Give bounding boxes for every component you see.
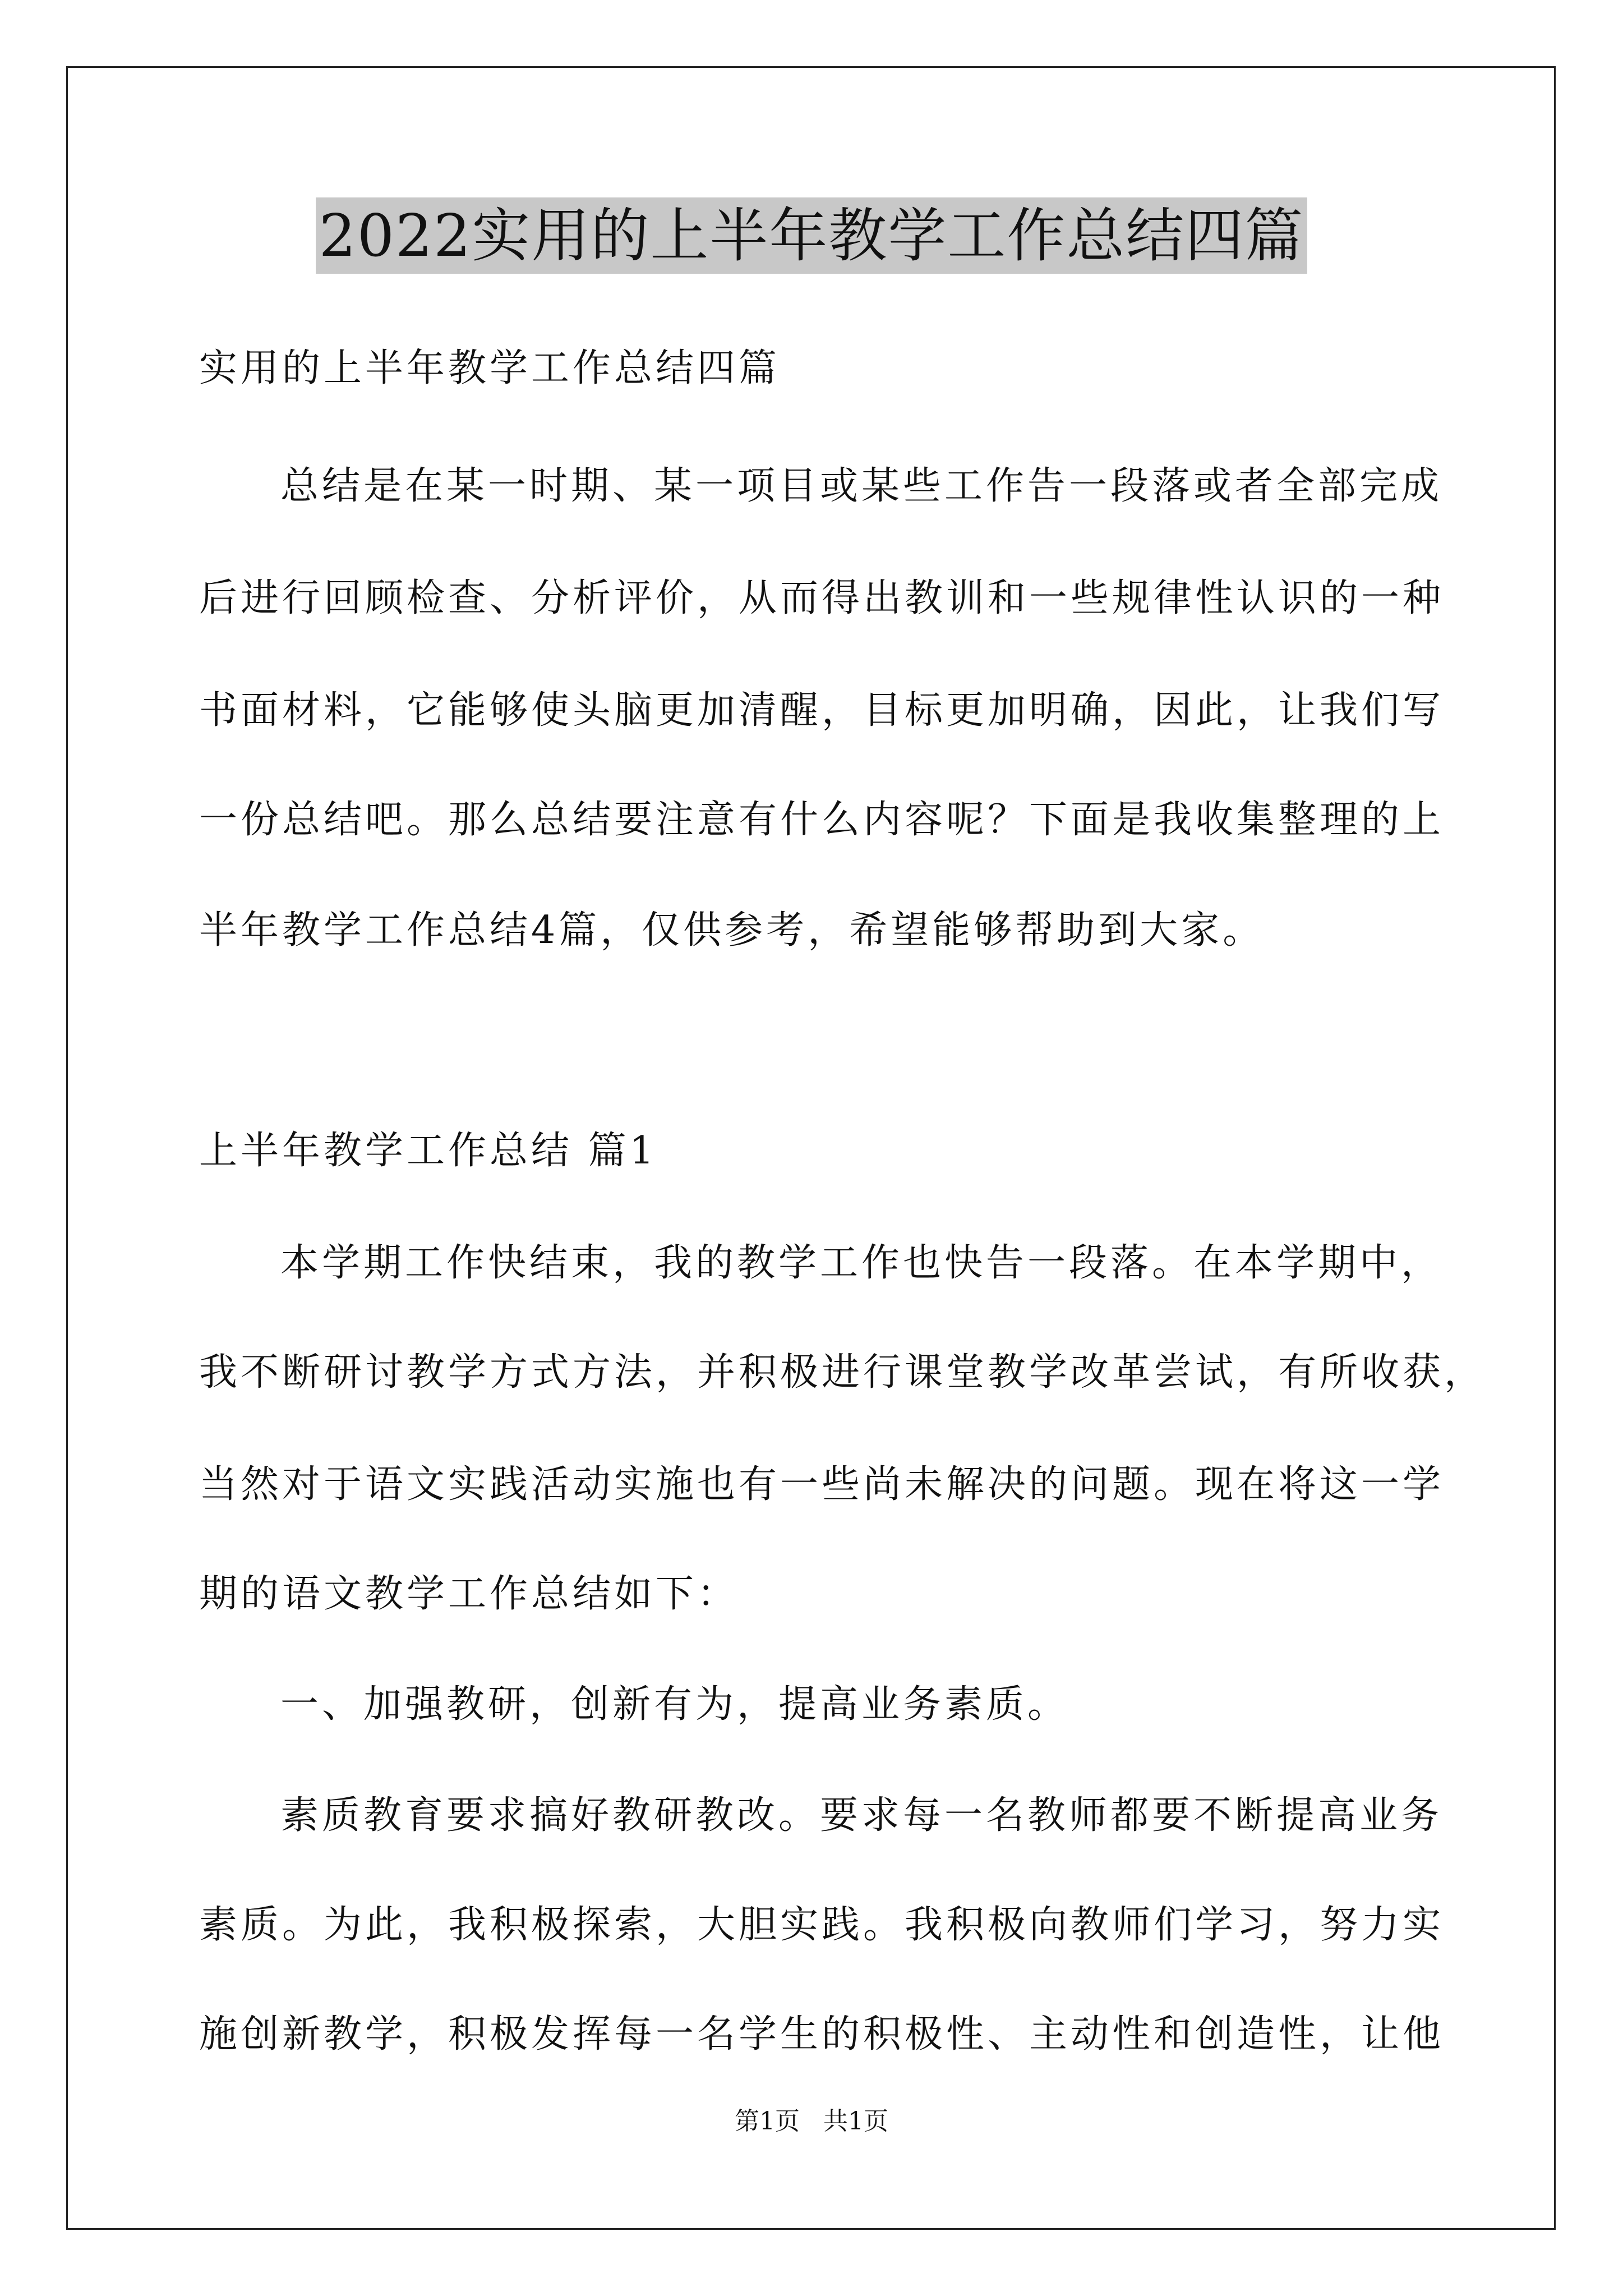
document-subtitle: 实用的上半年教学工作总结四篇 (199, 346, 781, 390)
paragraph-line: 期的语文教学工作总结如下： (199, 1572, 739, 1616)
title-container (0, 197, 1623, 274)
intro-line: 总结是在某一时期、某一项目或某些工作告一段落或者全部完成 (280, 464, 1443, 508)
section-heading: 上半年教学工作总结 篇1 (199, 1129, 657, 1173)
intro-line: 书面材料，它能够使头脑更加清醒，目标更加明确，因此，让我们写 (199, 688, 1445, 733)
intro-line: 半年教学工作总结4篇，仅供参考，希望能够帮助到大家。 (199, 908, 1265, 953)
intro-line: 一份总结吧。那么总结要注意有什么内容呢？下面是我收集整理的上 (199, 798, 1445, 842)
paragraph-line: 当然对于语文实践活动实施也有一些尚未解决的问题。现在将这一学 (199, 1462, 1445, 1507)
point-heading: 一、加强教研，创新有为，提高业务素质。 (280, 1682, 1069, 1727)
paragraph-line: 施创新教学，积极发挥每一名学生的积极性、主动性和创造性，让他 (199, 2012, 1445, 2056)
page-footer: 第1页 共1页 (735, 2107, 888, 2136)
document-title: 2022实用的上半年教学工作总结四篇 (316, 197, 1308, 274)
paragraph-line: 我不断研讨教学方式方法，并积极进行课堂教学改革尝试，有所收获， (199, 1350, 1486, 1395)
intro-line: 后进行回顾检查、分析评价，从而得出教训和一些规律性认识的一种 (199, 576, 1445, 620)
paragraph-line: 素质教育要求搞好教研教改。要求每一名教师都要不断提高业务 (280, 1793, 1443, 1838)
paragraph-line: 本学期工作快结束，我的教学工作也快告一段落。在本学期中， (280, 1241, 1443, 1285)
paragraph-line: 素质。为此，我积极探索，大胆实践。我积极向教师们学习，努力实 (199, 1903, 1445, 1947)
